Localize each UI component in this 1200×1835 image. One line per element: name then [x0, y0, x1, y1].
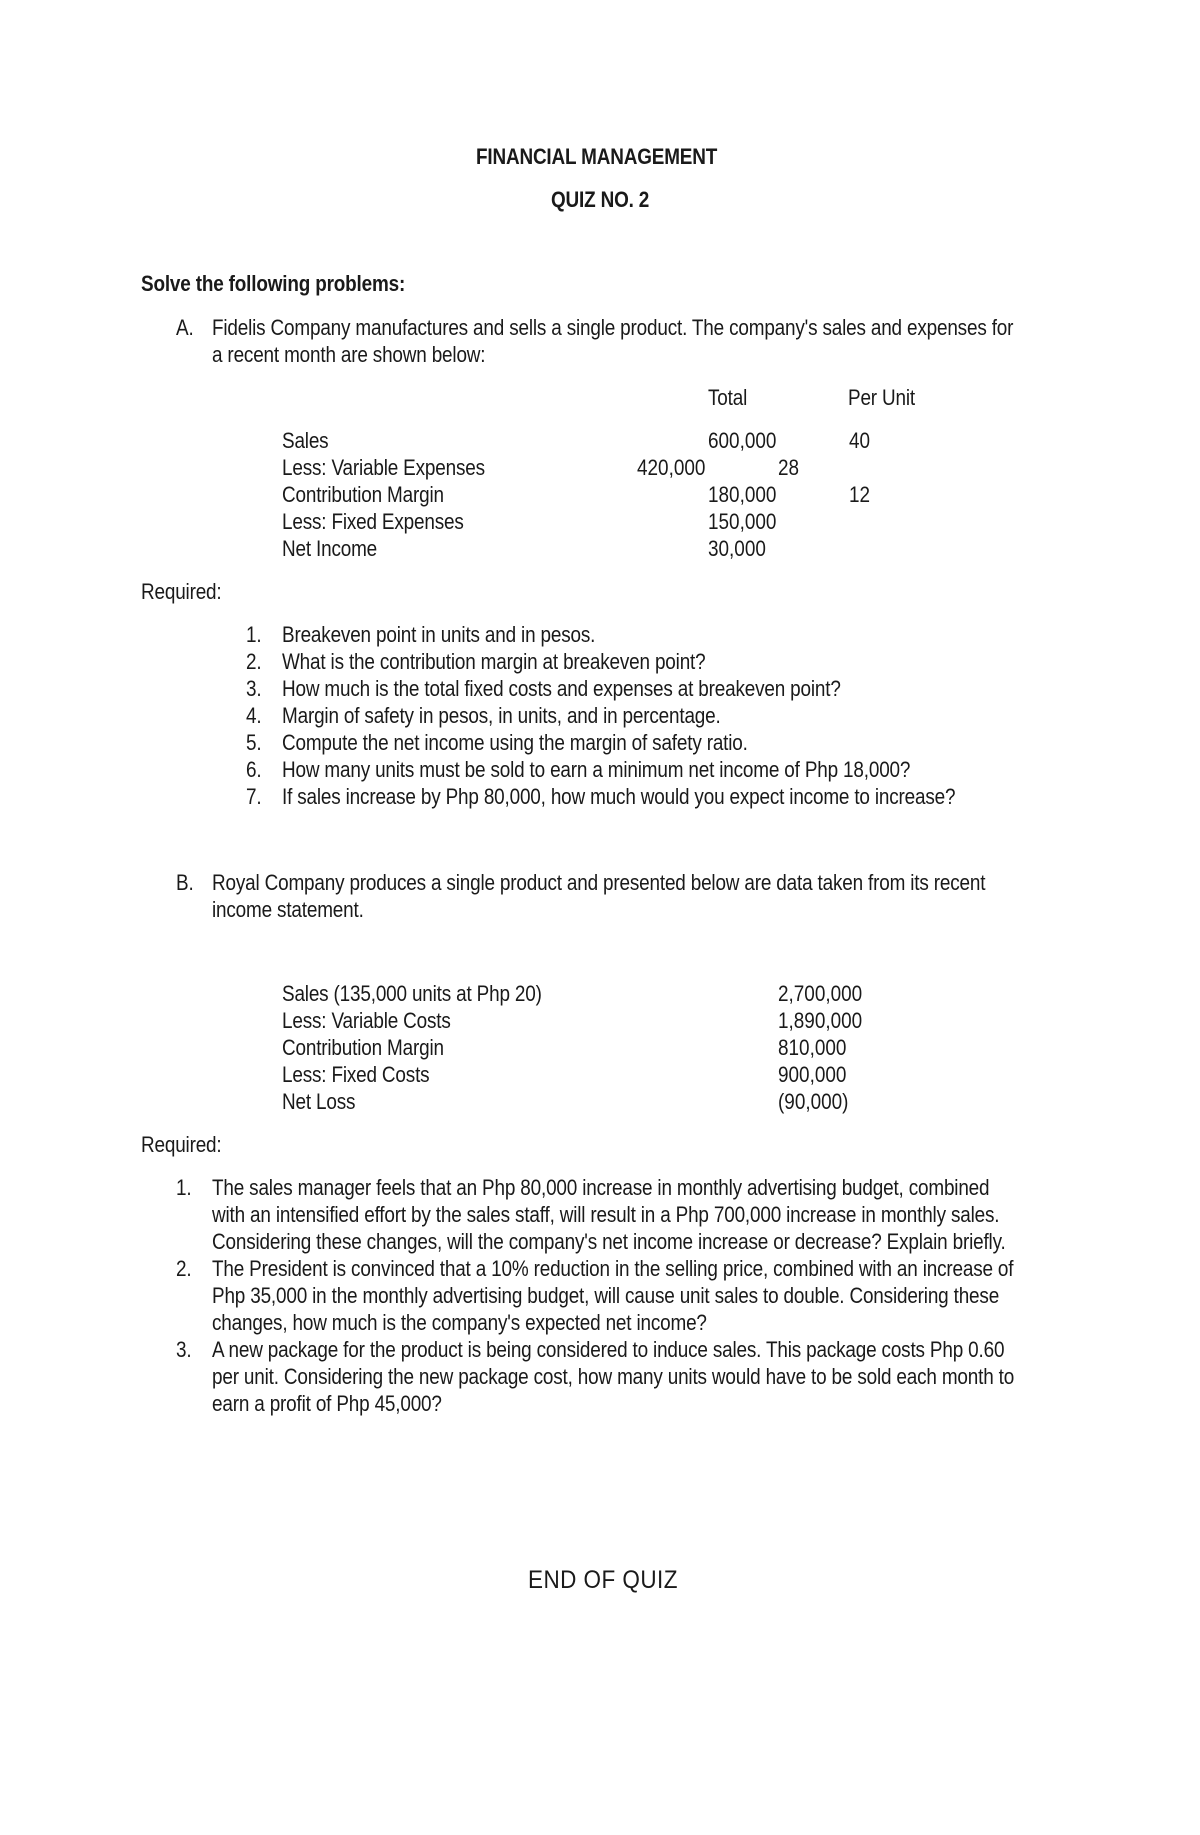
question-text: Margin of safety in pesos, in units, and in percentage.	[282, 703, 721, 728]
question-text-line: per unit. Considering the new package cost, how many units would have to be sold each month to	[212, 1364, 1015, 1389]
row-total: 180,000	[708, 482, 777, 507]
end-of-quiz: END OF QUIZ	[528, 1566, 678, 1594]
question-text: What is the contribution margin at breakeven point?	[282, 649, 706, 674]
problem-a-required-label: Required:	[141, 579, 222, 604]
row-label: Less: Fixed Expenses	[282, 509, 464, 534]
row-label: Net Income	[282, 536, 378, 561]
question-number: 3.	[176, 1337, 192, 1362]
row-label: Sales	[282, 428, 329, 453]
question-number: 4.	[246, 703, 262, 728]
page-subtitle: QUIZ NO. 2	[551, 187, 650, 212]
question-text: How much is the total fixed costs and expenses at breakeven point?	[282, 676, 841, 701]
row-value: 900,000	[778, 1062, 847, 1087]
question-number: 1.	[246, 622, 262, 647]
question-text-line: A new package for the product is being considered to induce sales. This package costs Php 0.60	[212, 1337, 1005, 1362]
row-label: Less: Variable Expenses	[282, 455, 485, 480]
row-value: 810,000	[778, 1035, 847, 1060]
row-label: Contribution Margin	[282, 1035, 444, 1060]
row-total: 420,000	[637, 455, 706, 480]
row-value: 1,890,000	[778, 1008, 863, 1033]
row-total: 150,000	[708, 509, 777, 534]
row-label: Contribution Margin	[282, 482, 444, 507]
question-number: 2.	[246, 649, 262, 674]
question-text-line: The President is convinced that a 10% reduction in the selling price, combined with an increase of	[212, 1256, 1014, 1281]
question-number: 3.	[246, 676, 262, 701]
row-total: 600,000	[708, 428, 777, 453]
question-text: How many units must be sold to earn a minimum net income of Php 18,000?	[282, 757, 911, 782]
question-text-line: Considering these changes, will the company's net income increase or decrease? Explain briefly.	[212, 1229, 1006, 1254]
column-header-total: Total	[708, 385, 748, 410]
instruction-heading: Solve the following problems:	[141, 271, 406, 296]
page-title: FINANCIAL MANAGEMENT	[476, 144, 718, 169]
row-label: Net Loss	[282, 1089, 356, 1114]
question-number: 2.	[176, 1256, 192, 1281]
row-label: Less: Fixed Costs	[282, 1062, 430, 1087]
question-text-line: earn a profit of Php 45,000?	[212, 1391, 442, 1416]
question-number: 5.	[246, 730, 262, 755]
problem-b-marker: B.	[176, 870, 194, 895]
row-label: Less: Variable Costs	[282, 1008, 451, 1033]
row-value: (90,000)	[778, 1089, 849, 1114]
question-text: If sales increase by Php 80,000, how much would you expect income to increase?	[282, 784, 956, 809]
question-number: 1.	[176, 1175, 192, 1200]
question-text-line: The sales manager feels that an Php 80,000 increase in monthly advertising budget, combined	[212, 1175, 990, 1200]
problem-a-text-line2: a recent month are shown below:	[212, 342, 486, 367]
row-per-unit: 40	[849, 428, 871, 453]
question-text-line: Php 35,000 in the monthly advertising budget, will cause unit sales to double. Considering these	[212, 1283, 1000, 1308]
row-value: 2,700,000	[778, 981, 863, 1006]
question-text: Compute the net income using the margin of safety ratio.	[282, 730, 748, 755]
problem-b-text-line1: Royal Company produces a single product and presented below are data taken from its recent	[212, 870, 986, 895]
question-text-line: changes, how much is the company's expected net income?	[212, 1310, 707, 1335]
row-per-unit: 12	[849, 482, 871, 507]
problem-a-text-line1: Fidelis Company manufactures and sells a single product. The company's sales and expenses for	[212, 315, 1014, 340]
row-label: Sales (135,000 units at Php 20)	[282, 981, 542, 1006]
question-text: Breakeven point in units and in pesos.	[282, 622, 596, 647]
row-total: 30,000	[708, 536, 766, 561]
question-number: 6.	[246, 757, 262, 782]
problem-b-required-label: Required:	[141, 1132, 222, 1157]
problem-b-text-line2: income statement.	[212, 897, 364, 922]
problem-a-marker: A.	[176, 315, 194, 340]
row-per-unit: 28	[778, 455, 800, 480]
question-number: 7.	[246, 784, 262, 809]
column-header-per-unit: Per Unit	[848, 385, 915, 410]
question-text-line: with an intensified effort by the sales staff, will result in a Php 700,000 increase in monthly sales.	[212, 1202, 1000, 1227]
